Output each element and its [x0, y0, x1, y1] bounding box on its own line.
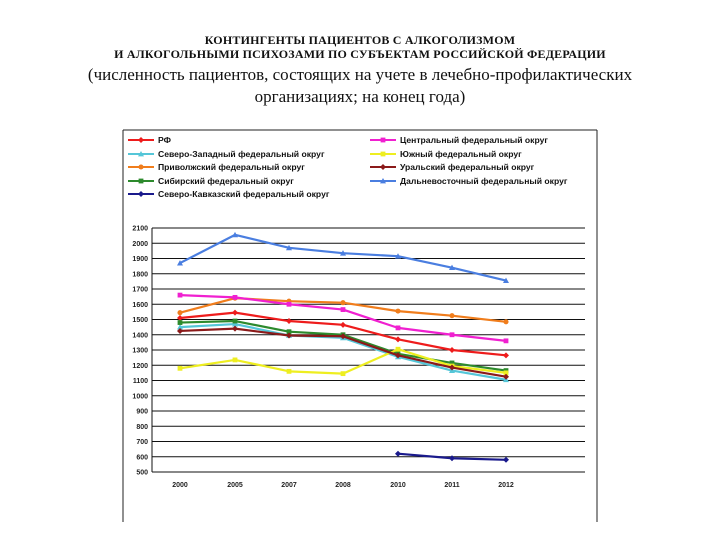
- legend-item: [370, 162, 535, 172]
- y-tick-label: 1900: [132, 256, 148, 263]
- legend-label: РФ: [158, 135, 171, 145]
- legend: [128, 135, 568, 199]
- legend-item: [370, 135, 548, 145]
- y-tick-label: 1500: [132, 317, 148, 324]
- legend-label: Приволжский федеральный округ: [158, 162, 305, 172]
- data-point: [178, 293, 183, 298]
- y-tick-label: 1000: [132, 393, 148, 401]
- y-tick-label: 1100: [132, 378, 148, 385]
- x-tick-label: 2010: [390, 482, 406, 489]
- data-point: [449, 313, 454, 318]
- y-tick-label: 600: [136, 454, 148, 462]
- data-point: [503, 352, 509, 358]
- data-point: [233, 319, 238, 324]
- data-point: [449, 347, 455, 353]
- legend-item: [128, 162, 305, 172]
- y-tick-label: 2100: [132, 225, 148, 233]
- y-axis: [132, 226, 152, 477]
- data-point: [504, 338, 509, 343]
- y-tick-label: 700: [136, 439, 148, 446]
- data-point: [178, 320, 183, 325]
- data-point: [395, 451, 401, 457]
- data-point: [395, 309, 400, 314]
- legend-marker: [381, 138, 386, 143]
- legend-marker: [138, 191, 144, 197]
- data-point: [503, 319, 508, 324]
- y-tick-label: 800: [136, 423, 148, 431]
- x-tick-label: 2000: [172, 482, 188, 489]
- legend-label: Южный федеральный округ: [400, 149, 522, 159]
- x-axis: [172, 482, 514, 489]
- x-tick-label: 2008: [335, 482, 351, 489]
- data-point: [396, 347, 401, 352]
- y-tick-label: 1400: [132, 332, 148, 340]
- legend-item: [370, 149, 522, 159]
- data-point: [503, 457, 509, 463]
- data-point: [287, 369, 292, 374]
- chart-title-line1: КОНТИНГЕНТЫ ПАЦИЕНТОВ С АЛКОГОЛИЗМОМ: [204, 33, 516, 47]
- chart-subtitle: (численность пациентов, состоящих на учете в лечебно-профилактических организациях; на конец года): [87, 65, 633, 106]
- legend-item: [370, 176, 568, 186]
- legend-item: [128, 149, 325, 159]
- y-tick-label: 900: [136, 408, 148, 416]
- legend-marker: [139, 179, 144, 184]
- legend-label: Уральский федеральный округ: [400, 162, 535, 172]
- data-point: [449, 455, 455, 461]
- data-point: [396, 325, 401, 330]
- data-point: [340, 322, 346, 328]
- data-point: [232, 310, 238, 316]
- x-tick-label: 2011: [444, 482, 460, 489]
- legend-label: Северо-Кавказский федеральный округ: [158, 189, 330, 199]
- gridlines: [152, 228, 585, 472]
- data-point: [341, 371, 346, 376]
- legend-item: [128, 189, 330, 199]
- data-point: [286, 318, 292, 324]
- plot-area: [177, 232, 509, 463]
- series-line: [180, 349, 506, 373]
- y-tick-label: 1700: [132, 286, 148, 294]
- chart-title-line2: И АЛКОГОЛЬНЫМИ ПСИХОЗАМИ ПО СУБЪЕКТАМ РОССИЙСКОЙ ФЕДЕРАЦИИ: [114, 47, 606, 61]
- x-tick-label: 2007: [281, 482, 297, 489]
- y-tick-label: 1200: [132, 362, 148, 370]
- data-point: [232, 326, 238, 332]
- y-tick-label: 1600: [132, 301, 148, 309]
- data-point: [177, 310, 182, 315]
- legend-label: Центральный федеральный округ: [400, 135, 548, 145]
- y-tick-label: 500: [136, 469, 148, 477]
- data-point: [233, 358, 238, 363]
- legend-item: [128, 135, 172, 145]
- legend-label: Сибирский федеральный округ: [158, 176, 294, 186]
- y-tick-label: 1800: [132, 271, 148, 279]
- data-point: [341, 307, 346, 312]
- data-point: [395, 336, 401, 342]
- data-point: [340, 300, 345, 305]
- y-tick-label: 1300: [132, 347, 148, 355]
- data-point: [178, 366, 183, 371]
- legend-marker: [380, 164, 386, 170]
- x-tick-label: 2005: [227, 482, 243, 489]
- data-point: [233, 295, 238, 300]
- legend-item: [128, 176, 294, 186]
- data-point: [177, 315, 183, 321]
- legend-marker: [138, 164, 143, 169]
- x-tick-label: 2012: [498, 482, 514, 489]
- data-point: [450, 332, 455, 337]
- legend-label: Северо-Западный федеральный округ: [158, 149, 325, 159]
- legend-marker: [138, 137, 144, 143]
- legend-marker: [381, 152, 386, 157]
- legend-label: Дальневосточный федеральный округ: [400, 176, 568, 186]
- series: [177, 232, 509, 283]
- y-tick-label: 2000: [132, 240, 148, 248]
- data-point: [287, 302, 292, 307]
